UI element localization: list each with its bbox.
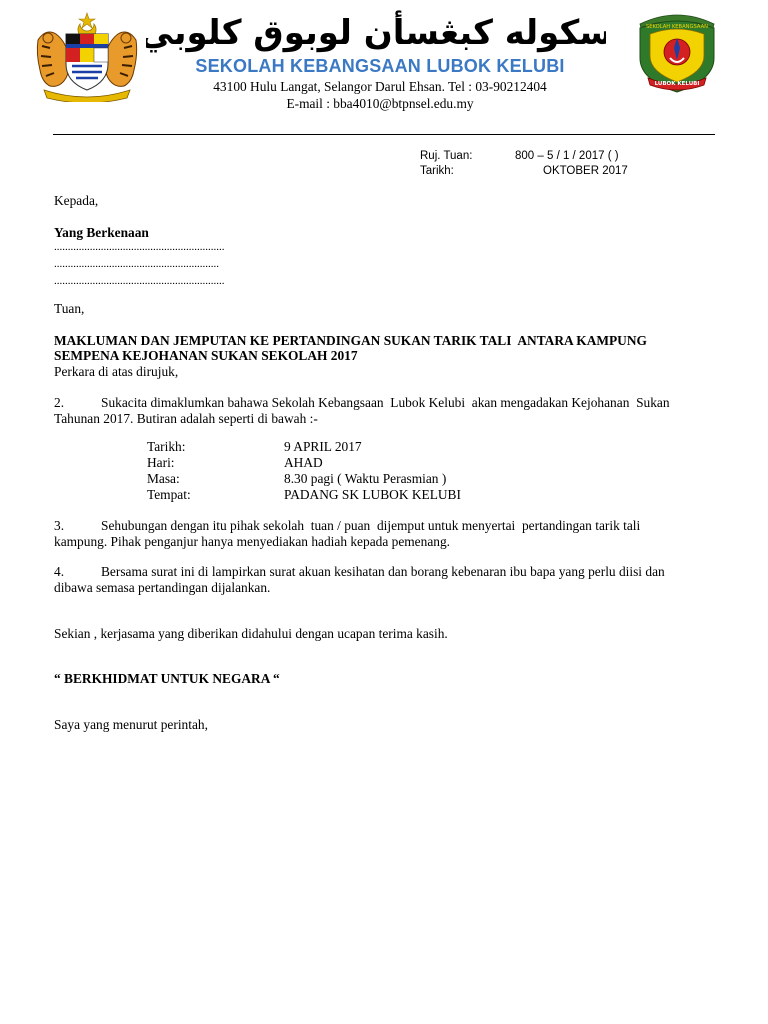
detail-label: Hari: [147,455,175,470]
detail-label: Tempat: [147,487,191,502]
paragraph-number: 2. [54,395,65,410]
detail-value: 8.30 pagi ( Waktu Perasmian ) [284,471,447,486]
paragraph-2-line-1: Sukacita dimaklumkan bahawa Sekolah Kebangsaan Lubok Kelubi akan mengadakan Kejohanan Sukan [101,395,670,410]
school-address: 43100 Hulu Langat, Selangor Darul Ehsan. Tel : 03-90212404 [213,79,547,94]
detail-value: AHAD [284,455,323,470]
yang-berkenaan: Yang Berkenaan [54,225,149,240]
school-email: E-mail : bba4010@btpnsel.edu.my [286,96,474,111]
ruj-value: 800 – 5 / 1 / 2017 ( ) [515,150,619,162]
detail-row [147,471,446,487]
recipient-line: .............................................................. [54,241,225,253]
salutation: Tuan, [54,301,85,316]
paragraph-3-line-2: kampung. Pihak penganjur hanya menyediakan hadiah kepada pemenang. [54,534,451,549]
paragraph-4-line-2: dibawa semasa pertandingan dijalankan. [54,580,271,595]
detail-row [147,487,461,503]
school-crest-icon [634,10,720,94]
recipient-line: ............................................................ [54,258,219,270]
tarikh-value: OKTOBER 2017 [543,165,628,177]
paragraph-2-line-2: Tahunan 2017. Butiran adalah seperti di bawah :- [54,411,318,426]
jawi-school-name-text: سکوله کبڠسأن لوبوق کلوبي [146,13,606,53]
paragraph-number: 3. [54,518,65,533]
tarikh-label: Tarikh: [420,165,454,177]
detail-value: 9 APRIL 2017 [284,439,362,454]
reference-tarikh-row [420,165,628,177]
jawi-school-name [146,8,606,54]
detail-row [147,455,323,471]
selangor-coat-of-arms-icon [32,10,142,102]
recipient-line: .............................................................. [54,275,225,287]
detail-label: Tarikh: [147,439,186,454]
detail-label: Masa: [147,471,180,486]
closing-thanks: Sekian , kerjasama yang diberikan didahului dengan ucapan terima kasih. [54,626,448,641]
paragraph-4-line-1: Bersama surat ini di lampirkan surat akuan kesihatan dan borang kebenaran ibu bapa yang perlu diisi dan [101,564,665,579]
crest-text-top: SEKOLAH KEBANGSAAN [645,24,709,30]
reference-ruj-row [420,150,619,162]
paragraph-number: 4. [54,564,65,579]
detail-value: PADANG SK LUBOK KELUBI [284,487,461,502]
perkara: Perkara di atas dirujuk, [54,364,179,379]
kepada: Kepada, [54,193,99,208]
motto: “ BERKHIDMAT UNTUK NEGARA “ [54,671,280,686]
paragraph-3-line-1: Sehubungan dengan itu pihak sekolah tuan / puan dijemput untuk menyertai pertandingan tarik tali [101,518,641,533]
subject-line-1: MAKLUMAN DAN JEMPUTAN KE PERTANDINGAN SUKAN TARIK TALI ANTARA KAMPUNG [54,333,647,348]
subject-line-2: SEMPENA KEJOHANAN SUKAN SEKOLAH 2017 [54,348,358,363]
school-name: SEKOLAH KEBANGSAAN LUBOK KELUBI [195,56,565,76]
detail-row [147,439,362,455]
crest-text-bottom: LUBOK KELUBI [654,81,700,87]
ruj-label: Ruj. Tuan: [420,150,473,162]
sign-off: Saya yang menurut perintah, [54,717,208,732]
letterhead-divider [53,134,715,135]
